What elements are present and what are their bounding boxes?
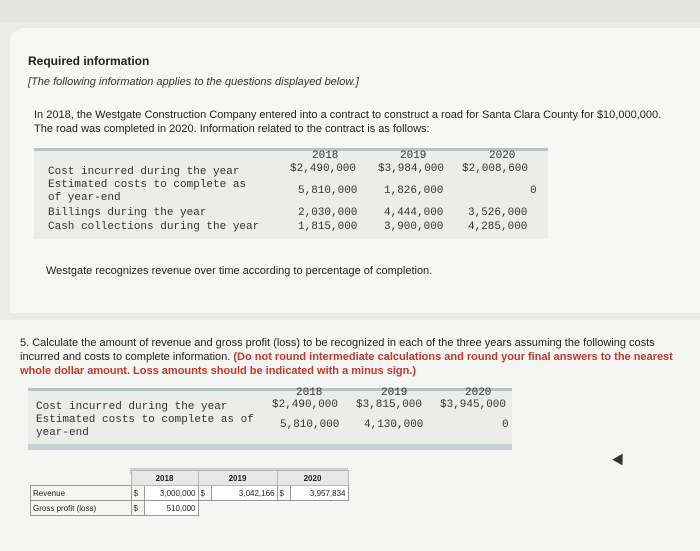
t1-cell: 4,285,000 xyxy=(468,221,528,233)
required-information-title: Required information xyxy=(28,54,150,68)
top-band xyxy=(0,0,700,22)
t1-year-2019: 2019 xyxy=(400,150,427,162)
row-label-gross-profit: Gross profit (loss) xyxy=(31,501,132,516)
t2-cell: $2,490,000 xyxy=(272,399,339,411)
revenue-2018-input[interactable]: 3,000,000 xyxy=(144,486,198,501)
row-label-revenue: Revenue xyxy=(31,486,132,501)
t2-row-label: Estimated costs to complete as of xyxy=(36,414,254,426)
answer-year-2018: 2018 xyxy=(131,471,198,486)
answer-year-2019: 2019 xyxy=(198,471,277,486)
t1-cell: 1,815,000 xyxy=(298,221,358,233)
question-instruction: (Do not round intermediate calculations and round your final answers to the nearest whole dollar amount. Loss amounts should be indicated with a minus sign.) xyxy=(20,351,673,377)
currency-symbol: $ xyxy=(131,501,144,516)
t1-cell: 1,826,000 xyxy=(384,185,444,197)
t2-cell: 4,130,000 xyxy=(364,419,424,431)
t1-cell: 4,444,000 xyxy=(384,207,444,219)
currency-symbol: $ xyxy=(198,486,212,501)
t1-row-label: Estimated costs to complete as xyxy=(48,179,247,191)
t2-row-label: Cost incurred during the year xyxy=(36,401,228,413)
t1-year-2020: 2020 xyxy=(489,150,516,162)
t1-cell: 2,030,000 xyxy=(298,207,358,219)
table-row xyxy=(31,486,349,501)
table-row xyxy=(31,501,349,516)
answer-table xyxy=(30,470,349,516)
t2-cell: $3,945,000 xyxy=(440,399,507,411)
t1-row-label: Billings during the year xyxy=(48,207,207,219)
t2-year-2020: 2020 xyxy=(465,387,492,399)
gross-profit-2018-input[interactable]: 510,000 xyxy=(144,501,198,516)
info-note: [The following information applies to the questions displayed below.] xyxy=(28,76,359,88)
currency-symbol: $ xyxy=(277,486,291,501)
t2-cell: $3,815,000 xyxy=(356,399,423,411)
answer-header-row xyxy=(31,471,349,486)
t1-row-label-cont: of year-end xyxy=(48,192,121,204)
t2-year-2018: 2018 xyxy=(296,387,323,399)
t1-cell: $2,490,000 xyxy=(290,163,357,175)
t1-cell: 3,526,000 xyxy=(468,207,528,219)
revenue-method-note: Westgate recognizes revenue over time according to percentage of completion. xyxy=(46,265,433,277)
revenue-2020-input[interactable]: 3,957,834 xyxy=(291,486,348,501)
t2-year-2019: 2019 xyxy=(381,387,408,399)
t2-cell: 5,810,000 xyxy=(280,419,340,431)
t1-cell: $2,008,600 xyxy=(462,163,529,175)
revenue-2019-input[interactable]: 3,042,166 xyxy=(212,486,277,501)
t1-cell: 3,900,000 xyxy=(384,221,444,233)
t1-row-label: Cash collections during the year xyxy=(48,221,260,233)
t1-cell: 0 xyxy=(530,185,537,197)
intro-paragraph: In 2018, the Westgate Construction Company entered into a contract to construct a road for Santa Clara County for $10,000,000. The road was completed in 2020. Information related to the contract is as follows: xyxy=(34,109,662,135)
currency-symbol: $ xyxy=(131,486,144,501)
t2-row-label-cont: year-end xyxy=(36,427,89,439)
divider-bar xyxy=(28,444,512,450)
t1-cell: 5,810,000 xyxy=(298,185,358,197)
t2-cell: 0 xyxy=(502,419,509,431)
question-text: 5. Calculate the amount of revenue and gross profit (loss) to be recognized in each of the three years assuming the following costs incurred and costs to complete information. (Do not round intermediate calculations and round your final answers to the nearest whole dollar amount. Loss amounts should be indicated with a minus sign.) xyxy=(20,337,673,377)
t1-row-label: Cost incurred during the year xyxy=(48,166,240,178)
t1-year-2018: 2018 xyxy=(312,150,339,162)
t1-cell: $3,984,000 xyxy=(378,163,445,175)
answer-year-2020: 2020 xyxy=(277,471,348,486)
